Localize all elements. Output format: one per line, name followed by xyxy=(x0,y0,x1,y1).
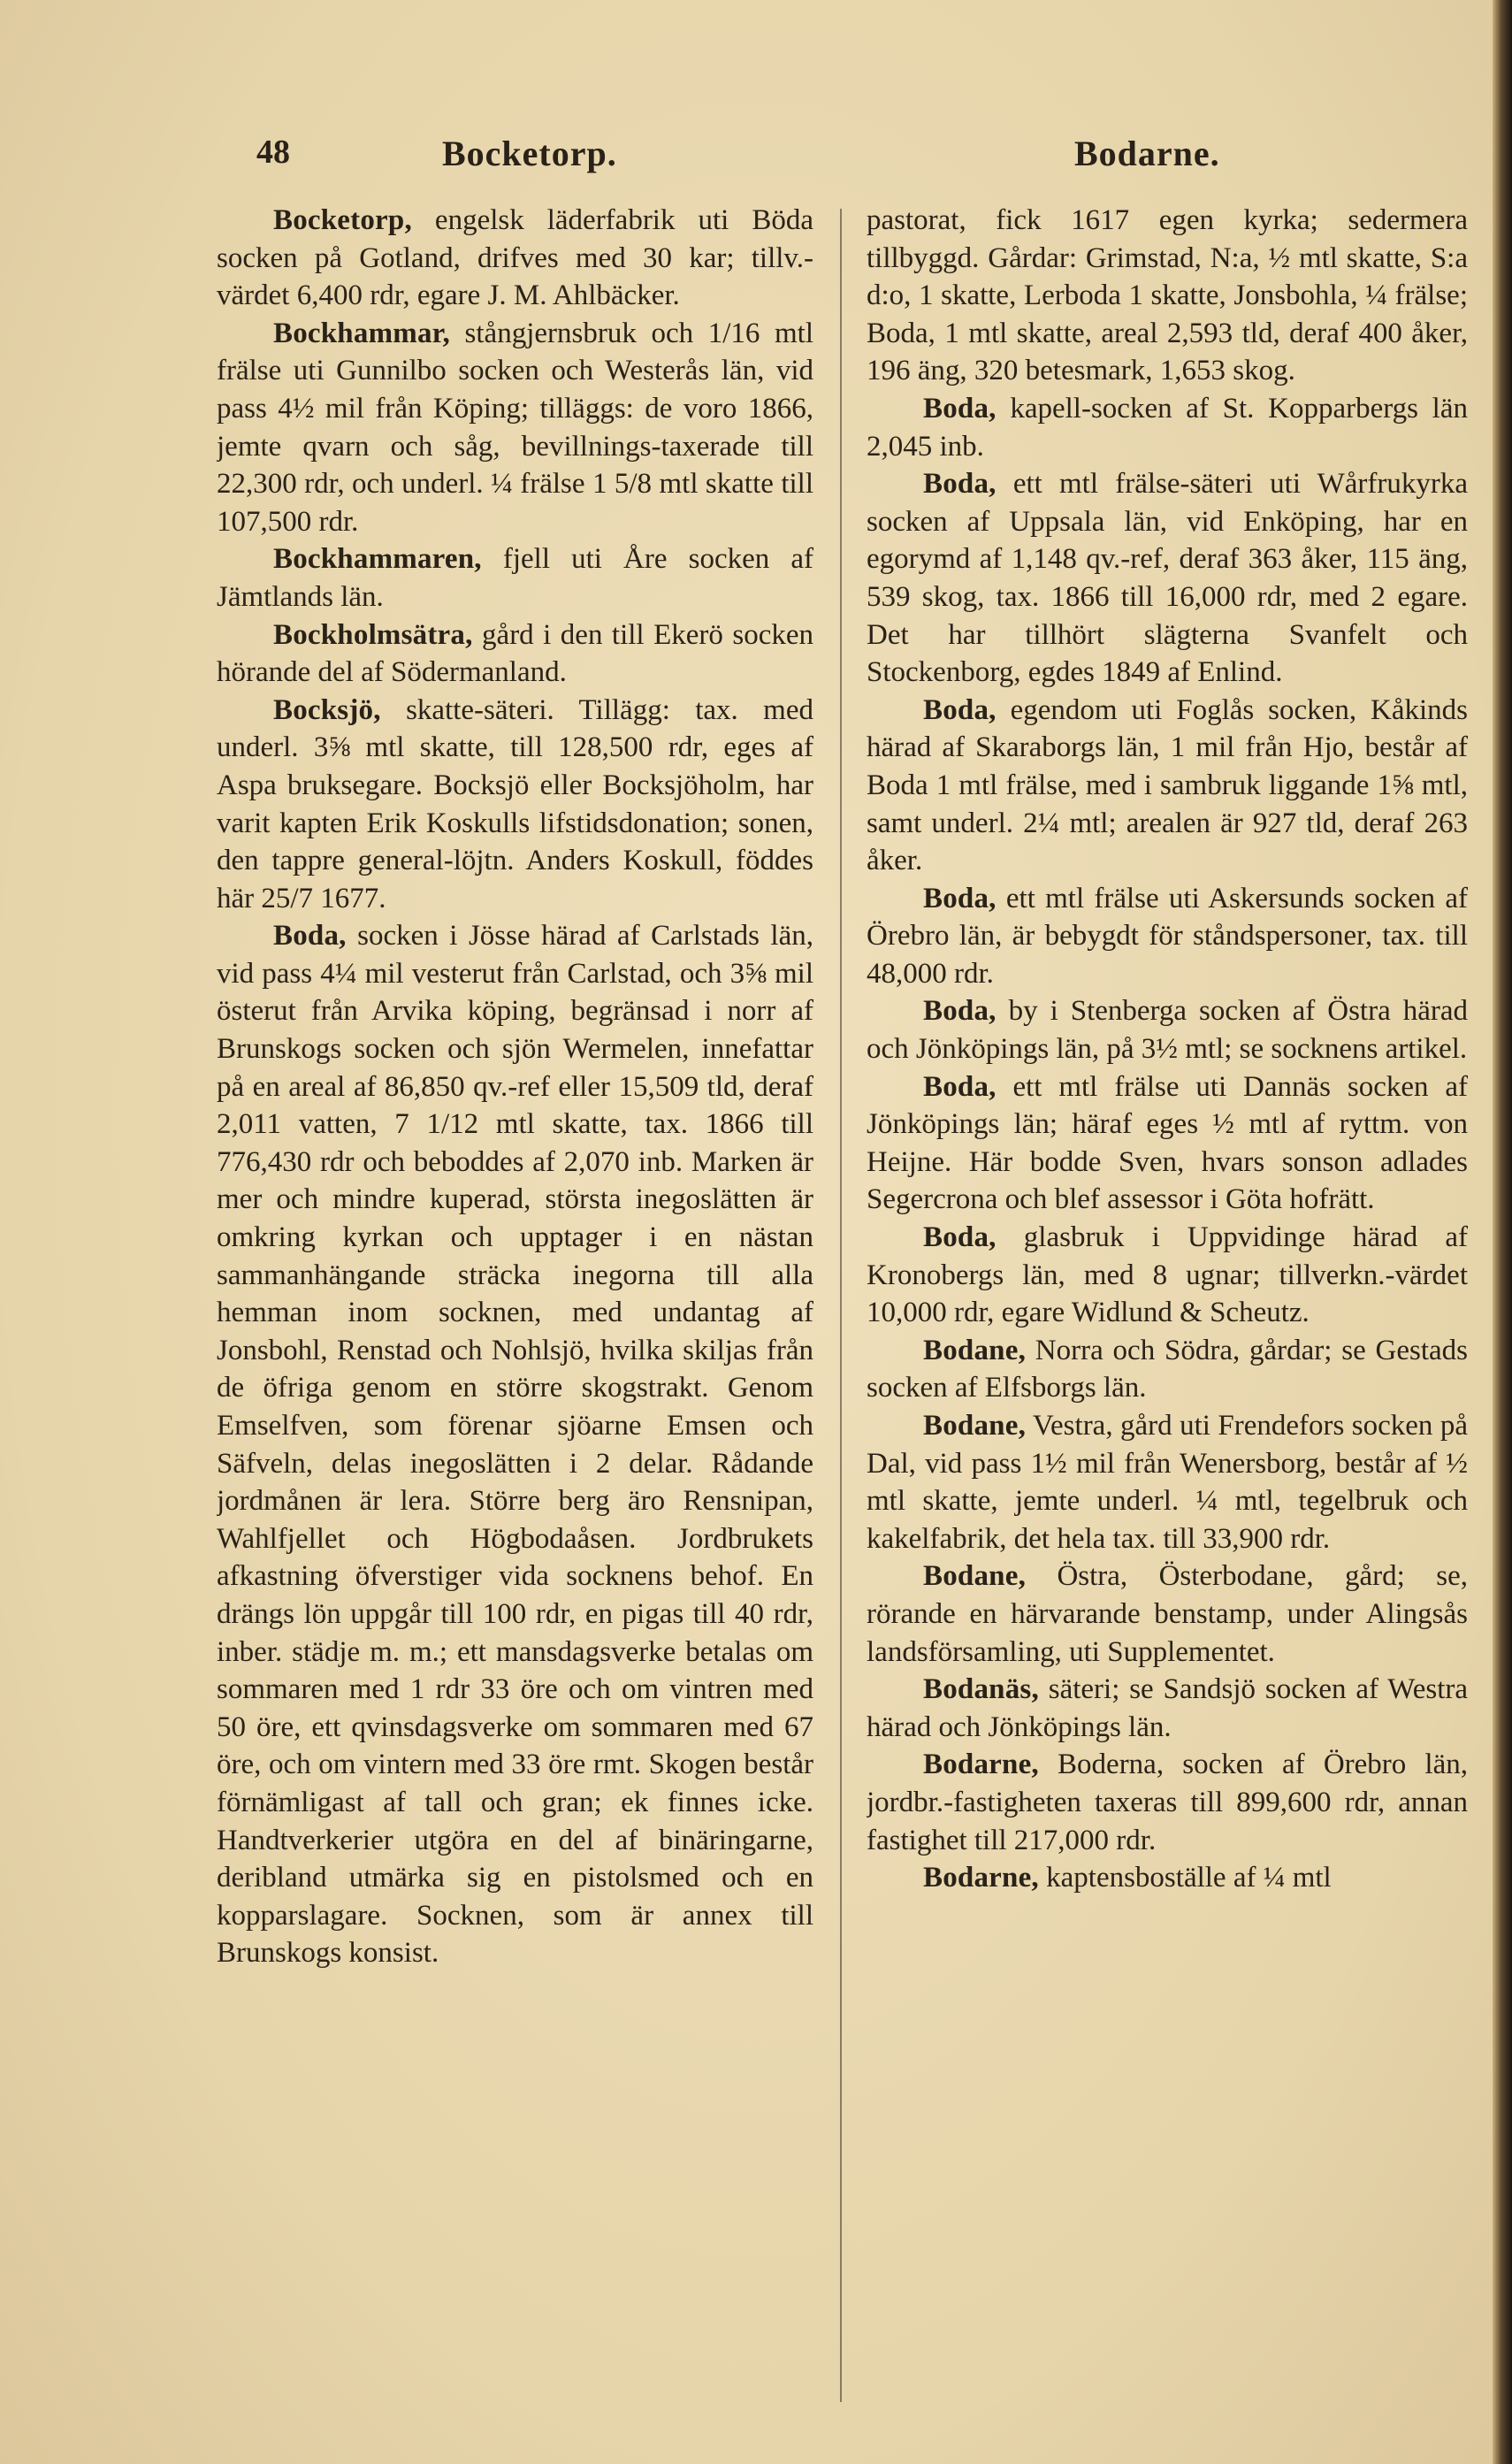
entry-text: glasbruk i Uppvidinge härad af Kronobergs län, med 8 ugnar; tillverkn.-värdet 10,000 rdr, egare Widlund & Scheutz. xyxy=(867,1221,1468,1329)
entry-headword: Bocksjö, xyxy=(273,693,381,726)
entry-paragraph xyxy=(867,992,1468,1067)
entry-headword: Bocketorp, xyxy=(273,204,412,236)
entry-headword: Bodarne, xyxy=(923,1749,1039,1781)
entry-text: fjell uti Åre socken af Jämtlands län. xyxy=(217,543,813,613)
entry-paragraph xyxy=(217,315,813,541)
entry-text: säteri; se Sandsjö socken af Westra härad och Jönköpings län. xyxy=(867,1673,1468,1743)
entry-text: kaptensboställe af ¼ mtl xyxy=(1038,1862,1332,1894)
entry-paragraph xyxy=(867,1407,1468,1557)
entry-text: by i Stenberga socken af Östra härad och Jönköpings län, på 3½ mtl; se socknens artikel. xyxy=(867,995,1468,1066)
page-number: 48 xyxy=(256,134,290,171)
entry-paragraph xyxy=(217,540,813,616)
entry-headword: Bodane, xyxy=(923,1410,1027,1442)
running-head-right: Bodarne. xyxy=(1074,134,1220,173)
entry-headword: Boda, xyxy=(923,1221,997,1254)
entry-continuation xyxy=(867,202,1468,390)
entry-headword: Bodane, xyxy=(923,1334,1027,1366)
entry-text: Boderna, socken af Örebro län, jordbr.-fastigheten taxeras till 899,600 rdr, annan fastighet till 217,000 rdr. xyxy=(867,1749,1468,1856)
page-header xyxy=(0,133,1512,186)
entry-headword: Bodanäs, xyxy=(923,1673,1039,1706)
entry-headword: Boda, xyxy=(923,392,997,425)
entry-text: skatte-säteri. Tillägg: tax. med underl. 3⅝ mtl skatte, till 128,500 rdr, eges af Aspa bruksegare. Bocksjö eller Bocksjöholm, har varit kapten Erik Koskulls lifstidsdonation; sonen, den tappre general-löjtn. Anders Koskull, föddes här 25/7 1677. xyxy=(217,693,813,914)
entry-headword: Boda, xyxy=(923,995,997,1028)
entry-text: kapell-socken af St. Kopparbergs län 2,045 inb. xyxy=(867,392,1468,463)
entry-paragraph xyxy=(867,1671,1468,1746)
entry-text: pastorat, fick 1617 egen kyrka; sedermera tillbyggd. Gårdar: Grimstad, N:a, ½ mtl skatte, S:a d:o, 1 skatte, Lerboda 1 skatte, Jonsbohla, ¼ frälse; Boda, 1 mtl skatte, areal 2,593 tld, deraf 400 åker, 196 äng, 320 betesmark, 1,653 skog. xyxy=(867,204,1468,387)
entry-headword: Boda, xyxy=(923,693,997,726)
entry-text: gård i den till Ekerö socken hörande del af Södermanland. xyxy=(217,618,813,689)
entry-headword: Bockholmsätra, xyxy=(273,618,473,651)
entry-text: egendom uti Foglås socken, Kåkinds härad af Skaraborgs län, 1 mil från Hjo, består af Boda 1 mtl frälse, med i sambruk liggande 1⅝ mtl, samt underl. 2¼ mtl; arealen är 927 tld, deraf 263 åker. xyxy=(867,693,1468,877)
book-spine-shadow xyxy=(1493,0,1512,2464)
entry-headword: Bockhammar, xyxy=(273,317,450,349)
column-divider xyxy=(840,209,842,2402)
entry-text: Vestra, gård uti Frendefors socken på Dal, vid pass 1½ mil från Wenersborg, består af ½ mtl skatte, jemte underl. ¼ mtl, tegelbruk och kakelfabrik, det hela tax. till 33,900 rdr. xyxy=(867,1410,1468,1555)
entry-text: socken i Jösse härad af Carlstads län, vid pass 4¼ mil vesterut från Carlstad, och 3⅝ mil österut från Arvika köping, begränsad i norr af Brunskogs socken och sjön Wermelen, innefattar på en areal af 86,850 qv.-ref eller 15,509 tld, deraf 2,011 vatten, 7 1/12 mtl skatte, tax. 1866 till 776,430 rdr och beboddes af 2,070 inb. Marken är mer och mindre kuperad, största inegoslätten är omkring kyrkan och upptager i en nästan sammanhängande sträcka inegorna till alla hemman inom socknen, med undantag af Jonsbohl, Renstad och Nohlsjö, hvilka skiljas från de öfriga genom en större skogstrakt. Genom Emselfven, som förenar sjöarne Emsen och Säfveln, delas inegoslätten i 2 delar. Rådande jordmånen är lera. Större berg äro Rensnipan, Wahlfjellet och Högbodaåsen. Jordbrukets afkastning öfverstiger vida socknens behof. En drängs lön uppgår till 100 rdr, en pigas till 40 rdr, inber. städje m. m.; ett mansdagsverke betalas om sommaren med 1 rdr 33 öre och om vintren med 50 öre, ett qvinsdagsverke om sommaren med 67 öre, och om vintern med 33 öre rmt. Skogen består förnämligast af tall och gran; ek finnes icke. Handtverkerier utgöra en del af binäringarne, deribland utmärka sig en pistolsmed och en kopparslagare. Socknen, som är annex till Brunskogs konsist. xyxy=(217,920,813,1970)
entry-headword: Boda, xyxy=(273,920,347,953)
entry-paragraph xyxy=(867,465,1468,692)
entry-headword: Bockhammaren, xyxy=(273,543,482,576)
entry-paragraph xyxy=(867,1557,1468,1671)
entry-paragraph xyxy=(867,1219,1468,1332)
entry-headword: Boda, xyxy=(923,468,997,501)
left-column xyxy=(217,202,813,2430)
entry-headword: Boda, xyxy=(923,1070,997,1103)
entry-paragraph xyxy=(217,202,813,315)
entry-paragraph xyxy=(867,692,1468,880)
entry-text: ett mtl frälse uti Askersunds socken af Örebro län, är bebygdt för ståndspersoner, tax. till 48,000 rdr. xyxy=(867,882,1468,990)
entry-text: Norra och Södra, gårdar; se Gestads socken af Elfsborgs län. xyxy=(867,1334,1468,1404)
entry-paragraph xyxy=(867,1068,1468,1219)
entry-headword: Boda, xyxy=(923,882,997,914)
entry-paragraph xyxy=(217,917,813,1972)
entry-paragraph xyxy=(217,692,813,918)
entry-paragraph xyxy=(867,390,1468,465)
right-column xyxy=(867,202,1468,2430)
entry-headword: Bodane, xyxy=(923,1560,1027,1593)
entry-paragraph xyxy=(867,880,1468,993)
entry-paragraph xyxy=(867,1746,1468,1859)
entry-text: ett mtl frälse uti Dannäs socken af Jönköpings län; häraf eges ½ mtl af ryttm. von Heijne. Här bodde Sven, hvars sonson adlades Segercrona och blef assessor i Göta hofrätt. xyxy=(867,1070,1468,1216)
running-head-left: Bocketorp. xyxy=(442,134,617,173)
entry-paragraph xyxy=(867,1859,1468,1897)
entry-text: Östra, Österbodane, gård; se, rörande en härvarande benstamp, under Alingsås landsförsamling, uti Supplementet. xyxy=(867,1560,1468,1668)
entry-headword: Bodarne, xyxy=(923,1862,1039,1894)
entry-paragraph xyxy=(867,1332,1468,1407)
entry-text: stångjernsbruk och 1/16 mtl frälse uti Gunnilbo socken och Westerås län, vid pass 4½ mil från Köping; tilläggs: de voro 1866, jemte qvarn och såg, bevillnings-taxerade till 22,300 rdr, och underl. ¼ frälse 1 5/8 mtl skatte till 107,500 rdr. xyxy=(217,317,813,538)
entry-text: engelsk läderfabrik uti Böda socken på Gotland, drifves med 30 kar; tillv.-värdet 6,400 rdr, egare J. M. Ahlbäcker. xyxy=(217,204,813,312)
entry-text: ett mtl frälse-säteri uti Wårfrukyrka socken af Uppsala län, vid Enköping, har en egorymd af 1,148 qv.-ref, deraf 363 åker, 115 äng, 539 skog, tax. 1866 till 16,000 rdr, med 2 egare. Det har tillhört slägterna Svanfelt och Stockenborg, egdes 1849 af Enlind. xyxy=(867,468,1468,689)
entry-paragraph xyxy=(217,616,813,692)
